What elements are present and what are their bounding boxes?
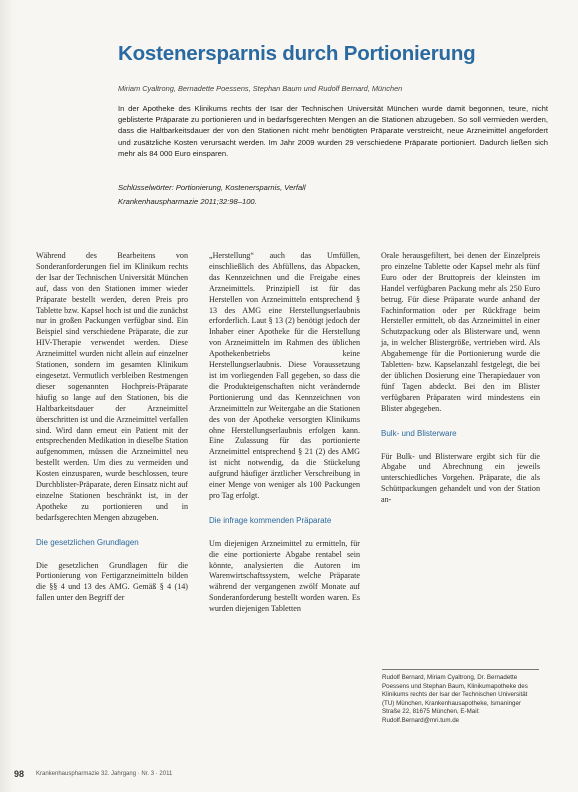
section-heading: Die infrage kommenden Präparate [209, 515, 332, 525]
article-abstract: In der Apotheke des Klinikums rechts der Isar der Technischen Universität München wurde damit begonnen, teure, nicht geblisterte Präparate zu portionieren und in bedarfsgerechten Mengen an die Stationen abzugeben. So soll vermieden werden, dass die Haltbarkeitsdauer der von den Stationen nicht mehr benötigten Präparate verstreicht, neue Arzneimittel angefordert und zusätzliche Kosten verursacht werden. Im Jahr 2009 wurden 29 verschiedene Präparate portioniert. Dadurch ließen sich mehr als 84 000 Euro einsparen. [118, 104, 548, 158]
author-affiliation: Rudolf Bernard, Miriam Cyaltrong, Dr. Bernadette Poessens und Stephan Baum, Klinikumapotheke des Klinikums rechts der Isar der Technischen Universität (TU) München, Krankenhausapotheke, Ismaninger Straße 22, 81675 München, E-Mail: Rudolf.Bernard@mri.tum.de [382, 669, 539, 726]
body-paragraph: Um diejenigen Arzneimittel zu ermitteln, für die eine portionierte Abgabe rentabel sein könnte, analysierten die Autoren im Warenwirtschaftssystem, welche Präparate während der vergangenen zwölf Monate auf Sonderanforderung bestellt worden waren. Es wurden diejenigen Tabletten [209, 538, 360, 614]
article-title: Kostenersparnis durch Portionierung [118, 42, 476, 65]
body-column-3 [381, 251, 540, 506]
body-paragraph: Die gesetzlichen Grundlagen für die Portionierung von Fertigarzneimitteln bilden die §§ 4 und 13 des AMG. Gemäß § 4 (14) fallen unter den Begriff der [36, 560, 188, 603]
body-paragraph: Für Bulk- und Blisterware ergibt sich für die Abgabe und Abrechnung ein jeweils unterschiedliches Vorgehen. Präparate, die als Schüttpackungen gehandelt und von der Station an- [381, 451, 540, 505]
body-column-1 [36, 251, 188, 604]
section-heading: Bulk- und Blisterware [381, 428, 457, 438]
body-paragraph: „Herstellung“ auch das Umfüllen, einschließlich des Abfüllens, das Abpacken, das Kennzeichnen und die Freigabe eines Arzneimittels. Prinzipiell ist für das Herstellen von Arzneimitteln entsprechend § 13 des AMG eine Herstellungserlaubnis erforderlich. Laut § 13 (2) benötigt jedoch der Inhaber einer Apotheke für die Herstellung von Arzneimitteln im Rahmen des üblichen Apothekenbetriebs keine Herstellungserlaubnis. Diese Voraussetzung ist im vorliegenden Fall gegeben, so dass die die Produkteigenschaften nicht verändernde Portionierung und das Kennzeichnen von Arzneimitteln zur Weitergabe an die Stationen des von der Apotheke versorgten Klinikums ohne Herstellungserlaubnis erfolgen kann. Eine Zulassung für das portionierte Arzneimittel entsprechend § 21 (2) des AMG ist nicht notwendig, da die Stückelung aufgrund häufiger ärztlicher Verschreibung in einer Menge von weniger als 100 Packungen pro Tag erfolgt. [209, 251, 360, 500]
body-paragraph: Orale herausgefiltert, bei denen der Einzelpreis pro einzelne Tablette oder Kapsel mehr als fünf Euro oder der Bruttopreis der kleinsten im Handel verfügbaren Packung mehr als 250 Euro betrug. Für diese Präparate wurde anhand der Fachinformation oder per Rückfrage beim Hersteller ermittelt, ob das Arzneimittel in einer Schutzpackung oder als Blisterware und, wenn ja, in welcher Blistergröße, vertrieben wird. Als Abgabemenge für die Portionierung wurde die Tabletten- bzw. Kapselanzahl festgelegt, die bei der üblichen Dosierung eine Therapiedauer von fünf Tagen abdeckt. Bei den im Blister verfügbaren Präparaten wird mindestens ein Blister abgegeben. [381, 251, 540, 413]
page-number: 98 [14, 769, 25, 779]
journal-footer: Krankenhauspharmazie 32. Jahrgang · Nr. 3 · 2011 [36, 771, 173, 777]
article-citation: Krankenhauspharmazie 2011;32:98–100. [118, 197, 257, 206]
body-paragraph: Während des Bearbeitens von Sonderanforderungen fiel im Klinikum rechts der Isar der Technischen Universität München auf, dass von den Stationen immer wieder Präparate bestellt werden, deren Preis pro Tablette bzw. Kapsel hoch ist und die zunächst nur in großen Packungen verfügbar sind. Ein Beispiel sind verschiedene Präparate, die zur HIV-Therapie verwendet werden. Diese Arzneimittel wurden nicht allein auf einzelner Stationen, sondern im gesamten Klinikum eingesetzt. Vermutlich verbleiben Restmengen dieser sogenannten Hochpreis-Präparate häufig so lange auf den Stationen, bis die Haltbarkeitsdauer der Arzneimittel überschritten ist und die Arzneimittel verfallen sind. Wird dann erneut ein Patient mit der entsprechenden Medikation in dieselbe Station aufgenommen, müssen die Arzneimittel neu bestellt werden. Um dies zu vermeiden und Kosten einzusparen, wurde beschlossen, teure Durchblister-Präparate, deren Einsatz nicht auf einzelne Stationen beschränkt ist, in der Apotheke zu portionieren und in bedarfsgerechten Mengen abzugeben. [36, 251, 188, 522]
body-column-2 [209, 251, 360, 615]
article-authors: Miriam Cyaltrong, Bernadette Poessens, Stephan Baum und Rudolf Bernard, München [118, 84, 403, 93]
article-keywords: Schlüsselwörter: Portionierung, Kostenersparnis, Verfall [118, 183, 306, 192]
section-heading: Die gesetzlichen Grundlagen [36, 537, 139, 547]
